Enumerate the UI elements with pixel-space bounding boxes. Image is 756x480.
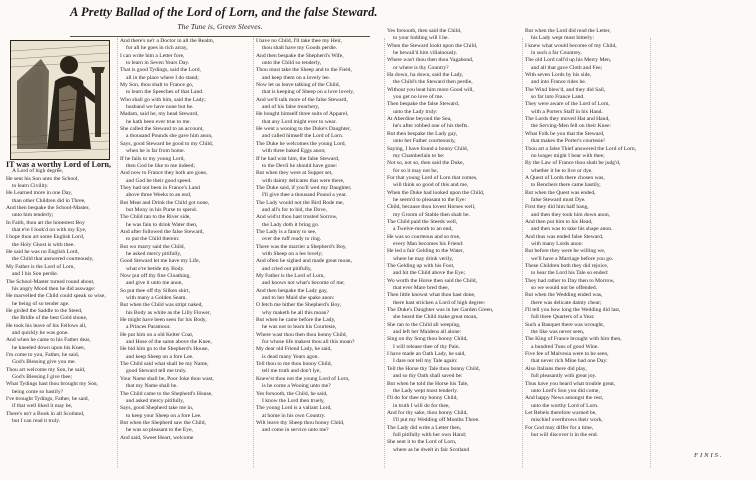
verse-line: full pleasantly with great joy. — [531, 373, 597, 380]
verse-line: He bid him go to the Shepherd's House, — [120, 346, 209, 353]
verse-line: My Father is the Lord of Lorn, — [256, 273, 325, 279]
verse-line: He sent his Son unto the School, — [6, 175, 79, 182]
verse-line: But wo marry said the Child, — [120, 243, 185, 250]
verse-line: That is good Tydings, said the Lord, — [120, 67, 201, 74]
verse-line: above three Weeks to an end, — [126, 192, 192, 199]
verse-line: I've brought Tydings, Father, he said, — [6, 396, 89, 402]
verse-line: than other Children did in Three, — [12, 197, 86, 204]
verse-line: Your Name shall be, Poor Joke thou wast, — [120, 375, 214, 382]
verse-line: Child, because thou lovest Horses well, — [387, 204, 476, 211]
verse-line: with many Lords anon: — [531, 240, 584, 247]
verse-line: when he is far from home. — [126, 148, 186, 155]
verse-line: all in the place where I do stand; — [126, 74, 199, 81]
verse-line: The Child said what shall be my Name, — [120, 361, 209, 368]
verse-line: Then little knowst what thou hast done, — [387, 292, 476, 299]
verse-line: mischief overthrows their work, — [531, 417, 603, 424]
verse-line: and I his Son perdie. — [12, 271, 59, 278]
verse-line: He was so courteous and so true, — [387, 233, 461, 240]
verse-line: A Lord of high degree, — [12, 168, 64, 175]
verse-line: God's Blessing give you me. — [12, 359, 76, 366]
ballad-title-text: A Pretty Ballad of the Lord of Lorn, and the false Steward. — [70, 5, 378, 19]
verse-line: tell me truth and don't lye, — [262, 368, 321, 375]
verse-line: that makes the Porter's courtesie! — [531, 138, 606, 145]
verse-line: to the Devil he should have gone: — [262, 162, 338, 169]
verse-line: There was the marrier a Shepherd's Boy, — [256, 243, 347, 250]
verse-line: She called the Steward to an account, — [120, 126, 204, 133]
column-divider — [117, 38, 118, 468]
verse-line: And thus was ended false Steward, — [525, 233, 604, 240]
verse-line: I'll give thee a thousand Pound a year. — [262, 192, 347, 199]
verse-line: He led a fair Gelding to the Water, — [387, 248, 464, 255]
verse-line: with three baked Eggs anon; — [262, 148, 326, 155]
verse-line: whether it be to live or dye. — [531, 167, 593, 174]
verse-line: and all's for to bid, the Dove, — [262, 206, 328, 213]
verse-line: The School-Master turned round about, — [6, 278, 95, 285]
verse-line: I'll put my Wedding off Months Three. — [393, 417, 480, 424]
verse-line: and cried out pitifully, — [262, 265, 312, 272]
verse-line: to learn in Seven Years Day. — [126, 60, 190, 67]
verse-line: so we would not be offended. — [531, 285, 598, 292]
verse-line: For God may differ for a time, — [525, 424, 594, 431]
verse-line: is dead many Years agon. — [262, 353, 319, 360]
verse-line: Five fee of Malvesia were to be seen, — [525, 351, 609, 358]
verse-line: is he come a Wooing unto me? — [262, 383, 331, 390]
verse-line: But when the Quest was ended, — [525, 189, 596, 196]
verse-line: he hath been ever true to me. — [126, 118, 191, 125]
column-divider — [384, 38, 385, 468]
verse-line: The Lady would not the Bird Bode me, — [256, 199, 344, 206]
verse-line: He said he was no English Lord, — [6, 249, 79, 256]
verse-line: his Body as white as the Lilly Flower, — [126, 309, 211, 316]
verse-line: my Groom of Stable then shalt be. — [393, 211, 470, 218]
verse-line: that e're I look'd on with my Eye, — [12, 227, 87, 234]
verse-line: there hast stricken a Lord of high degree: — [393, 299, 486, 306]
verse-line: if that well liked it may be, — [12, 403, 73, 410]
verse-line: Thus have you heard what trouble great, — [525, 380, 616, 387]
verse-line: the Lady doth it bring go. — [262, 221, 320, 228]
verse-line: My Father is the Lord of Lorn, — [6, 263, 75, 270]
verse-line: I'll tell you how long the Wedding did last, — [525, 307, 621, 314]
verse-line: And often he sighed and made great moan, — [256, 258, 352, 265]
verse-line: The old Lord call'd up his Merry Men, — [525, 57, 612, 64]
ballad-column-1 — [6, 161, 116, 477]
verse-line: he's after robbed one of his thefts. — [393, 123, 469, 130]
verse-line: being come so hastily? — [12, 388, 64, 395]
woodcut-illustration — [10, 40, 110, 160]
verse-line: Thou art a false Thief answered the Lord of Lorn, — [525, 145, 637, 152]
woodcut-figure-image — [11, 41, 109, 159]
ballad-column-5 — [525, 28, 649, 448]
verse-line: I dare not tell my Tale again: — [393, 358, 458, 365]
verse-line: And then bespake the Lady gay, — [256, 287, 328, 294]
verse-line: Good Steward let me have my Life, — [120, 258, 200, 265]
verse-line: And now to France they both are gone, — [120, 170, 208, 177]
verse-line: in truth I will do for thee, — [393, 402, 450, 409]
verse-line: to hear the Lord his Tale so ended: — [531, 270, 609, 277]
verse-line: the like was never seen, — [531, 329, 585, 336]
verse-line: The Lords they moved Hat and Hand, — [525, 116, 610, 123]
verse-line: to learn Civility. — [12, 183, 49, 190]
verse-line: with Sheep on a lee lovely; — [262, 250, 323, 257]
verse-line: And when he came to his Father dear, — [6, 337, 91, 344]
verse-line: I knew what would become of my Child, — [525, 42, 617, 49]
verse-line: unto the worthy Lord of Lorn. — [531, 402, 599, 409]
verse-line: The Child paid the Steeds well, — [387, 218, 458, 225]
verse-line: unto Lord's Son you did come, — [531, 387, 600, 394]
verse-line: my Chamberlain to be: — [393, 152, 445, 159]
verse-line: Tell thou to me thou bonny Child, — [256, 361, 332, 368]
verse-line: over the ruff ready to ring. — [262, 236, 322, 243]
verse-line: Also Italians there did play, — [525, 365, 587, 372]
verse-line: thou shalt have my Goods perdie. — [262, 45, 338, 52]
verse-line: The young Lord is a valiant Lord, — [256, 405, 332, 412]
verse-line: Where was't thou then thou Vagabond, — [387, 57, 474, 64]
verse-line: he was so pleasant to the Eye, — [126, 427, 193, 434]
verse-line: his angry Mood then he did asswage: — [12, 285, 96, 292]
verse-line: But Meat and Drink the Child got none, — [120, 199, 210, 206]
verse-line: Thou art welcome my Son, he said, — [6, 366, 86, 373]
finis-mark: FINIS. — [694, 452, 724, 459]
verse-line: The Duke said, if you'll wed my Daughter, — [256, 184, 352, 191]
verse-line: But when the Lord did read the Letter, — [525, 28, 611, 34]
verse-line: a thousand Pounds she gave him anon, — [126, 133, 213, 140]
verse-line: He girded the Saddle to the Steed, — [6, 307, 83, 314]
verse-line: the Holy Ghost is with thee. — [12, 241, 75, 248]
verse-line: and knows not what's become of me; — [262, 280, 345, 287]
verse-line: For that young Lord of Lorn that comes, — [387, 174, 478, 181]
verse-line: in such a far Countrey. — [531, 50, 582, 57]
verse-line: good Steward tell me truly. — [126, 368, 187, 375]
verse-line: and to her Maid she spake anon: — [262, 295, 335, 302]
verse-line: unto him tenderly; — [12, 212, 54, 219]
verse-line: he kneeled down upon his Knee, — [12, 344, 86, 351]
verse-line: to Benchers there came hastily, — [531, 182, 601, 189]
verse-line: The Child ran to the River side, — [120, 214, 191, 221]
verse-line: And then bespake the School-Master, — [6, 205, 90, 212]
verse-line: He went a wooing to the Duke's Daughter, — [256, 126, 351, 133]
verse-line: The Duke's Daughter was in her Garden Green, — [387, 307, 494, 314]
verse-line: the Child that answered courteously, — [12, 256, 94, 263]
verse-line: He marvelled the Child could speak so wise, — [6, 293, 106, 300]
verse-line: If he had wist him, the false Steward, — [256, 155, 340, 162]
verse-line: Madam, said he, my head Steward, — [120, 111, 199, 118]
ballad-title — [70, 4, 378, 36]
verse-line: What Folk be you that the Steward, — [525, 130, 605, 137]
verse-line: But when the Shepherd saw the Child, — [120, 419, 206, 426]
verse-line: My Son, thou shalt to France go, — [120, 82, 194, 89]
verse-line: Where wast thou then thou bonny Child, — [256, 331, 347, 338]
verse-line: And then bespake the Shepherd's Wife, — [256, 52, 344, 59]
verse-line: I hope thou art some English Lord, — [6, 234, 85, 241]
verse-line: to put the Child therein: — [126, 236, 180, 243]
verse-line: The Duke he welcomes the young Lord, — [256, 140, 346, 147]
verse-line: then God be like to me indeed; — [126, 162, 195, 169]
verse-line: The Child came to the Shepherd's House, — [120, 390, 213, 397]
verse-line: They had rather to Day then to Morrow, — [525, 277, 615, 284]
verse-line: a hundred Tuns of good Wine. — [531, 343, 599, 350]
verse-line: a Princes Paramour. — [126, 324, 171, 331]
verse-line: at home in his own Country. — [262, 412, 326, 419]
verse-line: but will discover it in the end. — [531, 431, 598, 438]
verse-line: unto her Father courteously, — [393, 138, 456, 145]
verse-line: full three Quarters of a Year. — [531, 314, 595, 321]
verse-line: Then bespake the false Steward, — [387, 101, 460, 108]
verse-line: Now put off thy fine Cloathing, — [120, 273, 191, 279]
verse-line: and asked mercy pitifully, — [126, 397, 185, 404]
verse-line: the Bridle of the best Gold shone, — [12, 315, 88, 322]
verse-line: A Quest of Lords there chosen was, — [525, 174, 605, 181]
verse-line: he asked mercy pitifully, — [126, 250, 182, 257]
verse-line: he was not to learn his Courtesie, — [262, 324, 337, 331]
ballad-column-4 — [387, 28, 521, 476]
verse-line: with dainty delicates that were there, — [262, 177, 345, 184]
verse-line: Not so, not so, then said the Duke, — [387, 160, 465, 167]
verse-line: What Tydings hast thou brought my Son, — [6, 381, 98, 388]
verse-line: to your bidding will I be. — [393, 35, 449, 42]
verse-line: and Hose of the same above the Knee, — [126, 339, 212, 346]
verse-line: Wilt leave thy Sheep thou bonny Child, — [256, 419, 345, 426]
verse-line: but I can read it truly. — [12, 418, 61, 425]
verse-line: So put thee off thy Silken shirt, — [120, 287, 190, 294]
verse-line: and then they took him down anon, — [531, 211, 611, 218]
verse-line: I can write him a Letter fore, — [120, 52, 185, 59]
verse-line: He Learned more in one Day, — [6, 190, 73, 197]
verse-line: he bewail'd him villainously. — [393, 50, 458, 57]
verse-line: that never rich Mine had one Day: — [531, 358, 608, 365]
verse-line: Yes forsooth, the Child, he said, — [256, 390, 328, 397]
verse-line: for whose life makest thou all this moan? — [262, 339, 355, 346]
verse-line: that my Name shall be. — [126, 383, 178, 390]
verse-line: The Lady is a fanny to see, — [256, 228, 317, 235]
verse-line: He bought himself three suits of Apparel, — [256, 111, 349, 118]
verse-line: Yes forsooth, then said the Child, — [387, 28, 462, 34]
tune-line: The Tune is, Green Sleeves. — [177, 22, 263, 31]
verse-line: They had not been in France's Land — [120, 184, 200, 191]
verse-line: Without you beat him more Good will, — [387, 86, 474, 93]
verse-line: false Steward must Dye. — [531, 196, 586, 203]
verse-line: and give it unto me anon, — [126, 280, 183, 287]
verse-line: every Man becomes his Friend: — [393, 240, 464, 247]
title-rule — [70, 36, 370, 37]
verse-line: but Mony in his Purse to spend. — [126, 206, 198, 213]
verse-line: that ever Mare bred thee, — [393, 285, 450, 292]
verse-line: Thou must take the Sheep and to the Field, — [256, 67, 352, 74]
verse-line: husband we have none but he. — [126, 104, 194, 111]
verse-line: But when the Wedding ended was, — [525, 292, 603, 299]
verse-line: or where is thy Country? — [393, 64, 449, 71]
verse-line: and all that gave Cloth and Fee; — [531, 64, 603, 71]
verse-line: Ha down, ha down, said the Lady, — [387, 72, 464, 79]
verse-line: And for thy sake, thou bonny Child, — [387, 409, 468, 416]
verse-line: and quickly he was gone. — [12, 329, 69, 336]
verse-line: The Lady did write a Letter then, — [387, 424, 462, 431]
verse-line: Knew'st thou not the young Lord of Lorn, — [256, 375, 350, 382]
verse-line: But when he told the Horse his Tale, — [387, 380, 469, 387]
verse-line: there was delicate dainty chear; — [531, 299, 602, 306]
verse-line: Says, good Shepherd take me in, — [120, 405, 194, 412]
verse-line: where he may drink verily, — [393, 255, 454, 262]
verse-line: He took his leave of his Fellows all, — [6, 322, 87, 329]
verse-line: his Lady wept most bitterly: — [531, 35, 595, 42]
verse-line: With seven Lords by his side, — [525, 72, 592, 79]
verse-line: Says, good Steward be good to my Child, — [120, 140, 214, 147]
verse-line: she heard the Child make great moan, — [393, 314, 478, 321]
verse-line: to learn the Speeches of that Land. — [126, 89, 204, 96]
verse-line: I have no Child, I'll take thee my Heir, — [256, 38, 342, 44]
verse-line: He put him on a old Kelter Coat, — [120, 331, 194, 338]
verse-line: a Twelve-month to an end, — [393, 226, 453, 233]
verse-line: and of his false treachery, — [262, 104, 320, 111]
verse-line: that is keeping of Sheep on a love lovely, — [262, 89, 355, 96]
verse-line: no longer might I bear with thee; — [531, 152, 605, 159]
verse-line: And after followed the false Steward, — [120, 228, 204, 235]
verse-line: that any Lord might ever to wear. — [262, 118, 337, 125]
verse-line: And then put him to his Head, — [525, 218, 593, 225]
verse-line: and into France rides he. — [531, 79, 587, 86]
verse-line: But when they were at Supper set, — [256, 170, 333, 177]
verse-line: and called himself the Lord of Lorn. — [262, 133, 344, 140]
verse-line: My dear old Friend Lady, he said, — [256, 346, 332, 353]
verse-line: he was fain to drink Water then, — [126, 221, 198, 228]
verse-line: They were aware of the Lord of Lorn, — [525, 101, 610, 108]
verse-line: And wid'st thou hast trusted Sorrow, — [256, 214, 338, 221]
verse-line: IT was a worthy Lord of Lorn, — [6, 161, 111, 169]
verse-line: the Child's the Steward then perdie, — [393, 79, 473, 86]
verse-line: And said, Sweet Heart, welcome — [120, 434, 194, 441]
verse-line: She sent it to the Lord of Lorn, — [387, 439, 457, 446]
verse-line: O fetch me hither the Shepherd's Boy, — [256, 302, 341, 309]
verse-line: When the Steward lookt upon the Child, — [387, 42, 478, 49]
verse-line: He might have been seen for his Body, — [120, 317, 207, 324]
verse-line: unto the Lady truly: — [393, 108, 438, 115]
verse-line: First they did him half hang, — [525, 204, 589, 211]
verse-line: If he fails to my young Lord, — [120, 155, 185, 162]
verse-line: Let Rebels therefore warned be, — [525, 409, 597, 416]
verse-line: for so it may not be, — [393, 167, 439, 174]
verse-line: I will release thee of thy Pain. — [393, 343, 460, 350]
verse-line: and so thy Oath shall saved be: — [393, 373, 463, 380]
verse-line: and then was to take his shape anon. — [531, 226, 613, 233]
verse-line: The King of France brought with him then, — [525, 336, 622, 343]
verse-line: he seem'd to pleasant to the Eye: — [393, 196, 467, 203]
ballad-column-2 — [120, 38, 252, 476]
verse-line: to keep your Sheep on a fore Lee. — [126, 412, 202, 419]
verse-line: In Faith, thou art the honestest Boy — [6, 219, 85, 226]
verse-line: But when the Child was stript naked, — [120, 302, 203, 309]
verse-line: and come in service unto me? — [262, 427, 329, 434]
verse-line: Wo worth the Horse then said the Child, — [387, 277, 477, 284]
verse-line: There's ne'r a Book in all Scotland, — [6, 410, 85, 417]
verse-line: She ran to the Child all weeping, — [387, 321, 461, 328]
verse-line: we'll have a Marriage before you go. — [531, 255, 614, 262]
verse-line: The Wind blew'd, and they did Sail, — [525, 86, 606, 93]
verse-line: he being of so tender age. — [12, 300, 70, 307]
verse-line: with many a Golden Seam. — [126, 295, 187, 302]
verse-line: By the Law of France thou shalt be judg'd, — [525, 160, 621, 167]
verse-line: The Gelding up with his Foot, — [387, 263, 455, 269]
verse-line: Tell the Horse thy Tale thou bonny Child, — [387, 365, 480, 372]
verse-line: Sing on thy Song thou bonny Child, — [387, 336, 468, 343]
verse-line: you get no love of me. — [393, 94, 444, 101]
verse-line: But then bespake the Lady gay, — [387, 130, 458, 137]
verse-line: will think so good of this and me, — [393, 182, 469, 189]
verse-line: When the Duke had looked upon the Child, — [387, 189, 485, 196]
verse-line: Now let us leave talking of the Child, — [256, 82, 340, 89]
verse-line: and keep Sheep on a fore Lee. — [126, 353, 194, 360]
verse-line: And there's ne'r a Doctor in all the Realm, — [120, 38, 215, 44]
verse-line: and keep them on a lovely lee. — [262, 74, 331, 81]
verse-line: full pitifully with her own Hand; — [393, 431, 467, 438]
verse-line: and God be their good speed. — [126, 177, 192, 184]
verse-line: so far into France Land. — [531, 94, 585, 101]
verse-line: Such a Banquet there was wrought, — [525, 321, 605, 328]
verse-line: And happy News amongst the rest, — [525, 395, 604, 402]
verse-line: God's Blessing I give thee; — [12, 373, 73, 380]
column-divider — [253, 38, 254, 468]
verse-line: But when he came before the Lady, — [256, 317, 336, 324]
verse-line: why maketh he all this moan? — [262, 309, 329, 316]
verse-line: At Aberdine beyond the Sea, — [387, 116, 452, 123]
column-divider — [650, 38, 651, 468]
verse-line: But before they were be willing we, — [525, 248, 606, 255]
verse-line: the Serving-Men fell on their Knee: — [531, 123, 611, 130]
verse-line: I know the Lord then truely, — [262, 397, 325, 404]
verse-line: the Lady wept most tenderly. — [393, 387, 459, 394]
verse-line: unto the Child so tenderly, — [262, 60, 322, 67]
verse-line: and hit the Child above the Eye; — [393, 270, 466, 277]
verse-line: where as he dwelt in fair Scotland — [393, 446, 470, 453]
verse-line: what e're betide my Body. — [126, 265, 185, 272]
verse-line: Who shall go with him, said the Lady; — [120, 96, 206, 103]
verse-line: I'm come to you, Father, he said, — [6, 351, 80, 358]
verse-line: I have made an Oath Lady, he said, — [387, 351, 466, 358]
ballad-column-3 — [256, 38, 383, 476]
verse-line: I'll do for thee my bonny Child, — [387, 395, 458, 402]
verse-line: and left her Maidens all alone: — [393, 329, 462, 336]
verse-line: for all he goes in rich array, — [126, 45, 188, 52]
verse-line: with a Porters Staff in his Hand. — [531, 108, 603, 115]
verse-line: And we'll talk more of the false Steward, — [256, 96, 348, 103]
verse-line: These Children both they did rejoice, — [525, 263, 609, 269]
verse-line: Saying, I have found a bonny Child, — [387, 145, 469, 152]
column-divider — [522, 38, 523, 468]
